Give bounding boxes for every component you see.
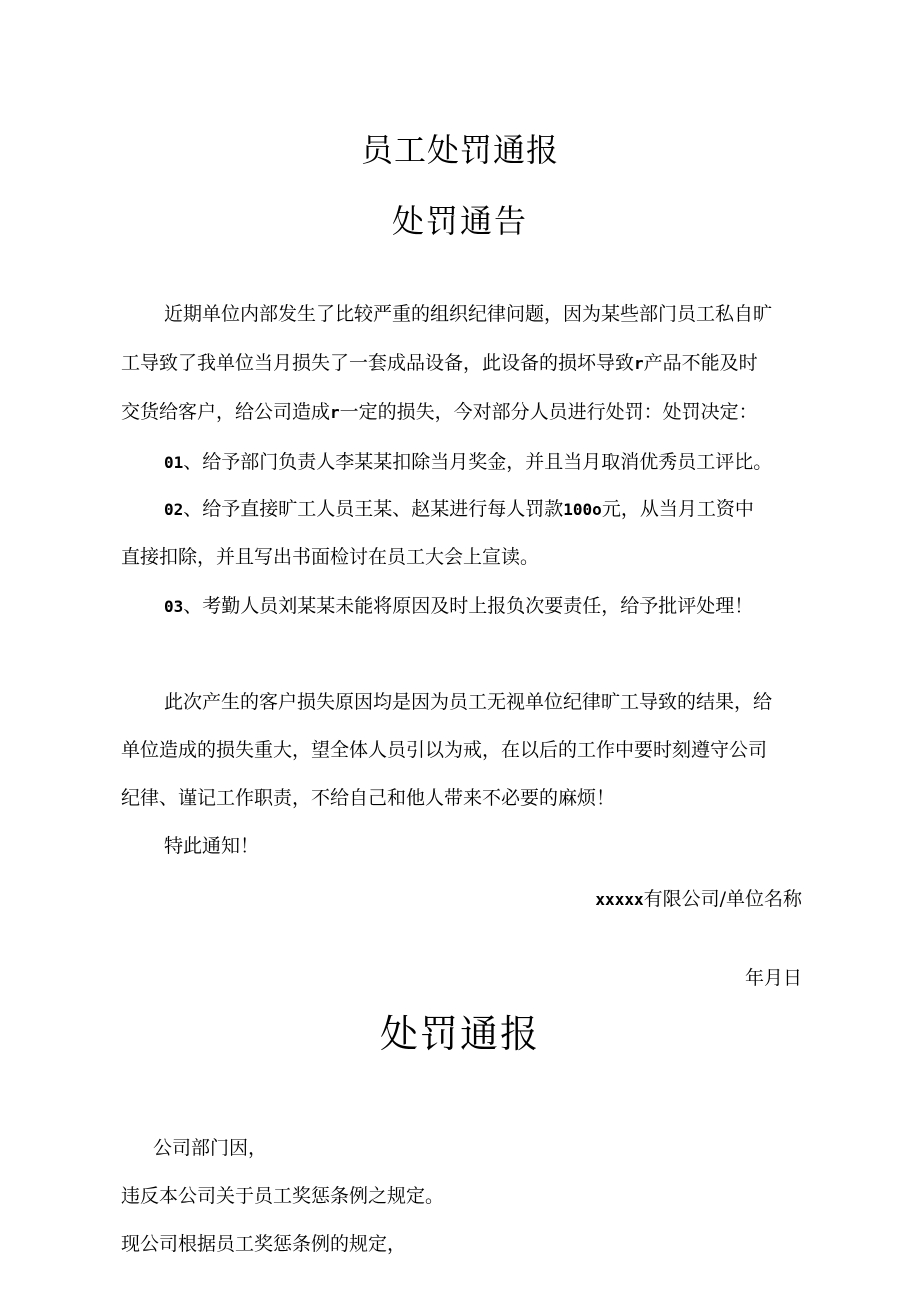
second-document-line-3: 现公司根据员工奖惩条例的规定， (121, 1233, 407, 1255)
conclusion-line-1: 此次产生的客户损失原因均是因为员工无视单位纪律旷工导致的结果，给 (164, 691, 773, 713)
decision-item-1 (164, 450, 772, 475)
decision-item-3 (164, 594, 753, 619)
paragraph-line-3-tail: 一定的损失，今对部分人员进行处罚：处罚决定： (339, 401, 758, 423)
paragraph-line-3-text: 交货给客户，给公司造成 (121, 401, 331, 423)
fine-amount: 100o (563, 500, 602, 519)
notice-text: 特此通知！ (164, 835, 260, 857)
paragraph-line-3 (121, 400, 758, 425)
date-line: 年月日 (744, 967, 802, 989)
paragraph-line-2 (121, 351, 758, 376)
company-placeholder: xxxxx (595, 890, 644, 909)
document-subtitle: 处罚通告 (391, 202, 528, 240)
paragraph-line-2-text: 工导致了我单位当月损失了一套成品设备，此设备的损坏导致 (121, 352, 635, 374)
signature-line (595, 887, 802, 912)
item-text-tail: 元，从当月工资中 (601, 498, 754, 520)
decision-item-2-continuation: 直接扣除，并且写出书面检讨在员工大会上宣读。 (121, 546, 540, 568)
item-text: 、考勤人员刘某某未能将原因及时上报负次要责任，给予批评处理！ (183, 595, 754, 617)
second-document-line-1: 公司部门因， (153, 1137, 268, 1159)
conclusion-line-2: 单位造成的损失重大，望全体人员引以为戒，在以后的工作中要时刻遵守公司 (121, 739, 768, 761)
inline-mark: r (330, 403, 340, 422)
item-text: 、给予部门负责人李某某扣除当月奖金，并且当月取消优秀员工评比。 (183, 451, 773, 473)
inline-mark: r (634, 354, 644, 373)
item-number: 03 (164, 597, 184, 616)
item-number: 01 (164, 453, 184, 472)
company-name: 有限公司/单位名称 (643, 888, 802, 910)
second-document-title: 处罚通报 (379, 1012, 540, 1056)
item-number: 02 (164, 500, 184, 519)
decision-item-2 (164, 497, 754, 522)
second-document-line-2: 违反本公司关于员工奖惩条例之规定。 (121, 1185, 445, 1207)
conclusion-line-3: 纪律、谨记工作职责，不给自己和他人带来不必要的麻烦！ (121, 787, 616, 809)
paragraph-line-1: 近期单位内部发生了比较严重的组织纪律问题，因为某些部门员工私自旷 (164, 303, 773, 325)
paragraph-line-2-tail: 产品不能及时 (643, 352, 758, 374)
document-title: 员工处罚通报 (360, 131, 559, 169)
item-text: 、给予直接旷工人员王某、赵某进行每人罚款 (183, 498, 564, 520)
